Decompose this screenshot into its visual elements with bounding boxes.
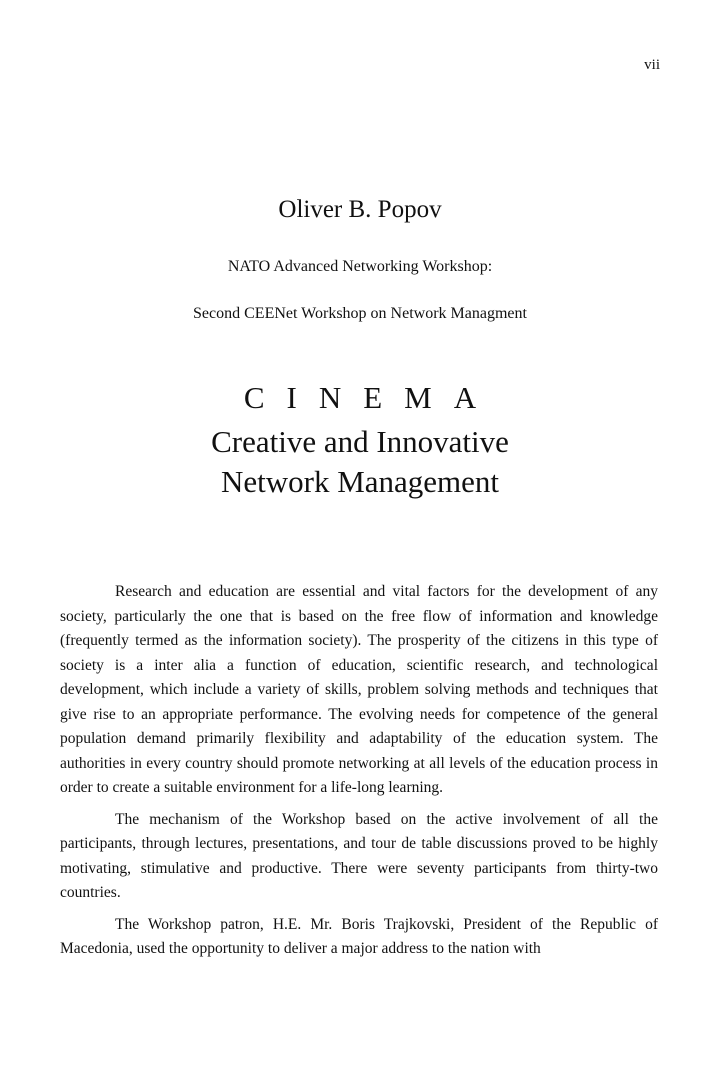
page-title xyxy=(0,378,720,502)
title-line-1: Creative and Innovative xyxy=(211,424,509,459)
body-text xyxy=(60,580,658,969)
paragraph: The Workshop patron, H.E. Mr. Boris Trajkovski, President of the Republic of Macedonia, used the opportunity to deliver a major address to the nation with xyxy=(60,915,658,957)
paragraph: The mechanism of the Workshop based on the active involvement of all the participants, through lectures, presentations, and tour de table discussions proved to be highly motivating, stimulative and productive. There were seventy participants from thirty-two countries. xyxy=(60,810,658,901)
title-line-2: Network Management xyxy=(220,464,500,499)
workshop-subtitle: NATO Advanced Networking Workshop: xyxy=(227,258,493,275)
title-acronym: CINEMA xyxy=(243,380,499,415)
page-number: vii xyxy=(644,57,660,73)
workshop-series-subtitle: Second CEENet Workshop on Network Managment xyxy=(193,305,527,322)
author-name: Oliver B. Popov xyxy=(278,196,442,223)
paragraph: Research and education are essential and vital factors for the development of any society, particularly the one that is based on the free flow of information and knowledge (frequently termed as the information society). The prosperity of the citizens in this type of society is a inter alia a function of education, scientific research, and technological development, which include a variety of skills, problem solving methods and techniques that give rise to an appropriate performance. The evolving needs for competence of the general population demand primarily flexibility and adaptability of the education system. The authorities in every country should promote networking at all levels of the education process in order to create a suitable environment for a life-long learning. xyxy=(60,583,658,796)
